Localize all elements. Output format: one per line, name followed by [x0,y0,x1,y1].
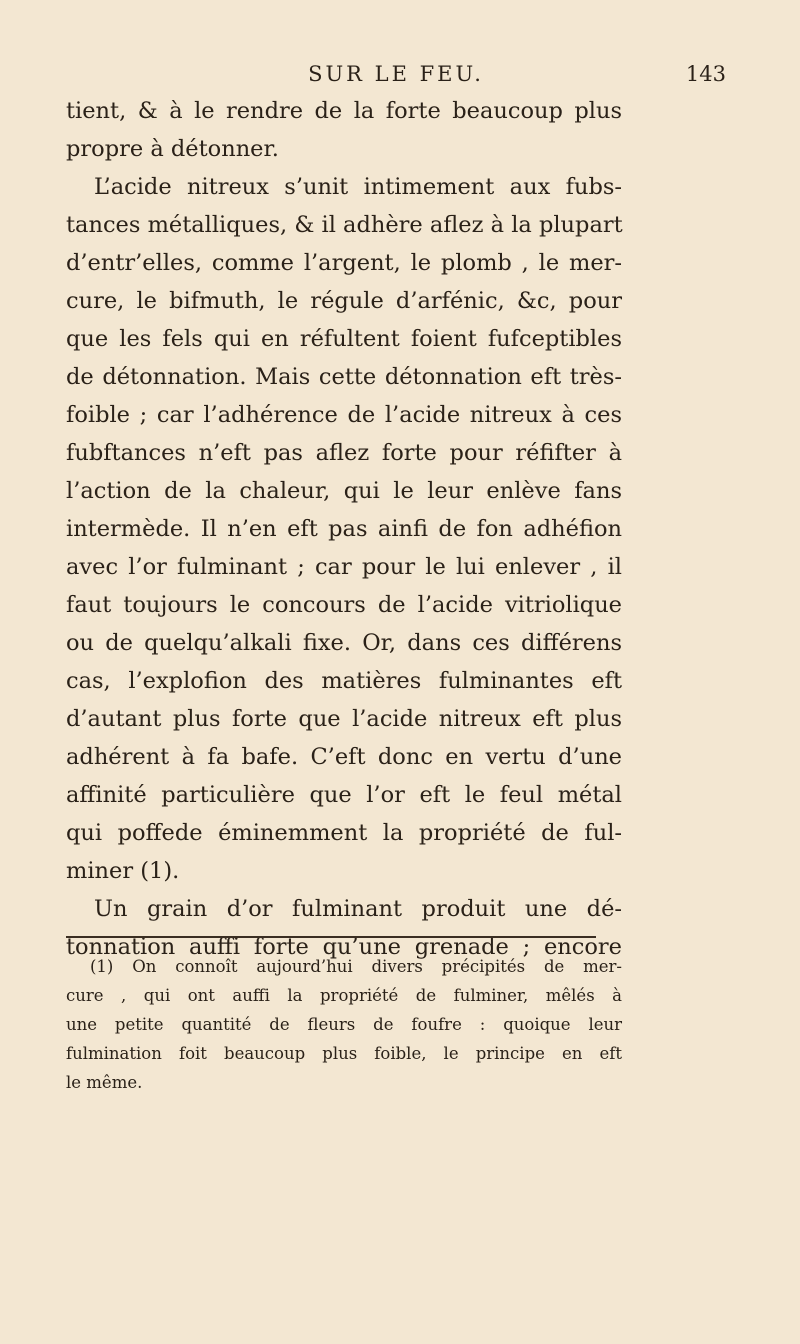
body-text [66,92,622,966]
body-line: Un grain d’or fulminant produit une dé- [94,896,622,922]
body-line: miner (1). [66,858,180,884]
body-line: d’entr’elles, comme l’argent, le plomb , le mer- [66,250,622,276]
running-title: SUR LE FEU. [308,62,484,86]
footnote-line: fulmination foit beaucoup plus foible, le principe en eft [66,1044,622,1063]
body-line: faut toujours le concours de l’acide vitriolique [66,592,622,618]
body-line: que les fels qui en réfultent foient fufceptibles [66,326,622,352]
footnote-line: une petite quantité de fleurs de foufre : quoique leur [66,1015,622,1034]
body-line: tient, & à le rendre de la forte beaucoup plus [66,98,622,124]
body-line: tances métalliques, & il adhère aflez à la plupart [66,212,623,238]
body-line: tonnation auffi forte qu’une grenade ; encore [66,934,622,960]
footnote [66,952,622,1097]
body-line: qui poffede éminemment la propriété de ful- [66,820,622,846]
body-line: L’acide nitreux s’unit intimement aux fubs- [94,174,622,200]
body-line: propre à détonner. [66,136,279,162]
body-line: foible ; car l’adhérence de l’acide nitreux à ces [66,402,622,428]
body-line: intermède. Il n’en eft pas ainfi de fon adhéfion [66,516,622,542]
footnote-divider [66,936,596,938]
body-line: affinité particulière que l’or eft le feul métal [66,782,622,808]
body-line: d’autant plus forte que l’acide nitreux eft plus [66,706,622,732]
body-line: l’action de la chaleur, qui le leur enlève fans [66,478,622,504]
footnote-line: (1) On connoît aujourd’hui divers précipités de mer- [90,957,622,976]
body-line: de détonnation. Mais cette détonnation eft très- [66,364,622,390]
footnote-line: cure , qui ont auffi la propriété de fulminer, mêlés à [66,986,622,1005]
body-line: cas, l’explofion des matières fulminantes eft [66,668,622,694]
footnote-line: le même. [66,1073,143,1092]
body-line: cure, le bifmuth, le régule d’arfénic, &c, pour [66,288,622,314]
body-line: avec l’or fulminant ; car pour le lui enlever , il [66,554,622,580]
body-line: fubftances n’eft pas aflez forte pour réfifter à [66,440,622,466]
page-header [66,58,726,94]
page-number: 143 [685,62,726,86]
body-line: adhérent à fa bafe. C’eft donc en vertu d’une [66,744,622,770]
body-line: ou de quelqu’alkali fixe. Or, dans ces différens [66,630,622,656]
